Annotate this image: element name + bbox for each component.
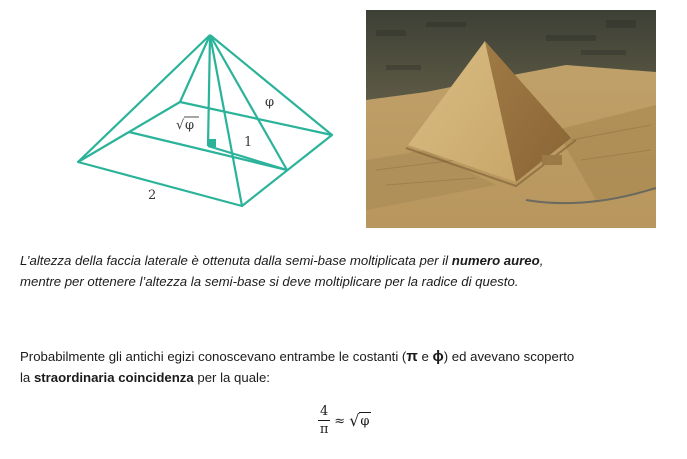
formula-denominator: π	[319, 422, 329, 437]
boat-pit-structure	[542, 155, 562, 165]
paragraph-line2-end: per la quale:	[193, 370, 270, 385]
pyramid-diagram	[62, 22, 342, 222]
formula-radicand: φ	[360, 414, 370, 429]
pyramid-photo	[366, 10, 656, 228]
paragraph-text	[20, 346, 680, 388]
paragraph-line2-start: la	[20, 370, 34, 385]
pyramid-diagram-svg	[62, 22, 342, 222]
phi-symbol: ϕ	[432, 348, 444, 365]
paragraph-line-1	[20, 346, 680, 367]
paragraph-conj: e	[417, 349, 433, 364]
pyramid-edge-left	[78, 35, 210, 162]
pyramid-photo-svg	[366, 10, 656, 228]
caption-text	[20, 250, 670, 292]
formula-radical: √	[349, 411, 360, 430]
paragraph-part2: ) ed avevano scoperto	[443, 349, 575, 364]
phi-label: φ	[265, 95, 275, 110]
paragraph-line-2	[20, 367, 680, 388]
pyramid-edge-back	[180, 35, 210, 102]
caption-part2: ,	[539, 253, 544, 268]
caption-line-2: mentre per ottenere l’altezza la semi-base si deve moltiplicare per la radice di questo.	[20, 274, 519, 289]
formula-fraction	[318, 404, 330, 438]
formula-approx: ≈	[334, 413, 346, 429]
pyramid-edge-front	[210, 35, 242, 206]
pyramid-base-outline	[78, 102, 332, 206]
pyramid-height-line	[208, 35, 210, 146]
formula-numerator: 4	[320, 404, 329, 419]
pi-symbol: π	[406, 348, 418, 365]
two-label: 2	[148, 188, 157, 203]
sqrt-phi-radical: √	[176, 118, 185, 133]
formula-sqrt	[349, 412, 370, 430]
paragraph-coincidence: straordinaria coincidenza	[33, 370, 194, 385]
paragraph-part1: Probabilmente gli antichi egizi conoscevano entrambe le costanti (	[20, 349, 407, 364]
caption-line-1	[20, 250, 670, 271]
caption-golden-ratio: numero aureo	[451, 253, 540, 268]
formula	[318, 400, 371, 442]
right-angle-marker	[208, 139, 216, 147]
caption-part1: L’altezza della faccia laterale è ottenuta dalla semi-base moltiplicata per il	[20, 253, 452, 268]
sqrt-phi-symbol: φ	[185, 118, 195, 133]
one-label: 1	[244, 135, 253, 150]
pyramid-edge-right	[210, 35, 332, 135]
